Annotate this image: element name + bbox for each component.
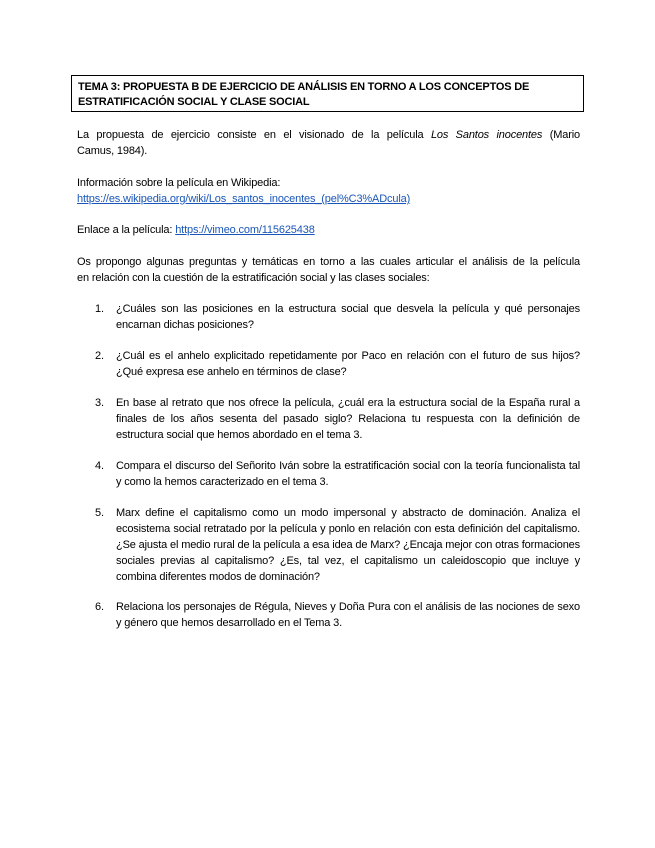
question-number: 4. [95, 460, 104, 472]
question-text: En base al retrato que nos ofrece la película, ¿cuál era la estructura social de la España rural a finales de los años sesenta del pasado siglo? Relaciona tu respuesta con la definición de estructura social que hemos abordado en el tema 3. [116, 397, 580, 441]
question-number: 6. [95, 601, 104, 613]
film-link-paragraph [77, 222, 580, 238]
lead-line-1: Os propongo algunas preguntas y temáticas en torno a las cuales articular el análisis de la película [77, 256, 580, 268]
question-number: 3. [95, 397, 104, 409]
wikipedia-link[interactable]: https://es.wikipedia.org/wiki/Los_santos_inocentes_(pel%C3%ADcula) [77, 193, 411, 205]
wikipedia-paragraph [77, 175, 580, 207]
intro-paragraph [77, 127, 580, 159]
question-text: Marx define el capitalismo como un modo impersonal y abstracto de dominación. Analiza el ecosistema social retratado por la película y ponlo en relación con esta definición del capitalismo. ¿Se ajusta el medio rural de la película a esa idea de Marx? ¿Encaja mejor con otras formaciones sociales previas al capitalismo? ¿Es, tal vez, el capitalismo un caleidoscopio que incluye y combina diferentes modos de dominación? [116, 507, 580, 583]
film-link-label: Enlace a la película: [77, 224, 176, 236]
intro-line-1: La propuesta de ejercicio consiste en el visionado de la película Los Santos inocentes (Mario [77, 129, 580, 141]
question-text: Relaciona los personajes de Régula, Nieves y Doña Pura con el análisis de las nociones de sexo y género que hemos desarrollado en el Tema 3. [116, 601, 580, 629]
wikipedia-label: Información sobre la película en Wikipedia: [77, 177, 281, 189]
title-line-1: TEMA 3: PROPUESTA B DE EJERCICIO DE ANÁLISIS EN TORNO A LOS CONCEPTOS DE [78, 81, 530, 93]
lead-paragraph [77, 254, 580, 286]
document-title-box [71, 75, 584, 112]
title-line-2: ESTRATIFICACIÓN SOCIAL Y CLASE SOCIAL [78, 96, 310, 108]
vimeo-link[interactable]: https://vimeo.com/115625438 [175, 224, 315, 236]
film-title: Los Santos inocentes [430, 129, 543, 141]
question-number: 2. [95, 350, 104, 362]
intro-line-2: Camus, 1984). [77, 145, 148, 157]
question-text: ¿Cuál es el anhelo explicitado repetidamente por Paco en relación con el futuro de sus hijos? ¿Qué expresa ese anhelo en términos de clase? [116, 350, 580, 378]
question-number: 5. [95, 507, 104, 519]
lead-line-2: en relación con la cuestión de la estratificación social y las clases sociales: [77, 272, 430, 284]
question-number: 1. [95, 303, 104, 315]
question-text: Compara el discurso del Señorito Iván sobre la estratificación social con la teoría funcionalista tal y como la hemos caracterizado en el tema 3. [116, 460, 580, 488]
question-text: ¿Cuáles son las posiciones en la estructura social que desvela la película y qué personajes encarnan dichas posiciones? [116, 303, 580, 331]
